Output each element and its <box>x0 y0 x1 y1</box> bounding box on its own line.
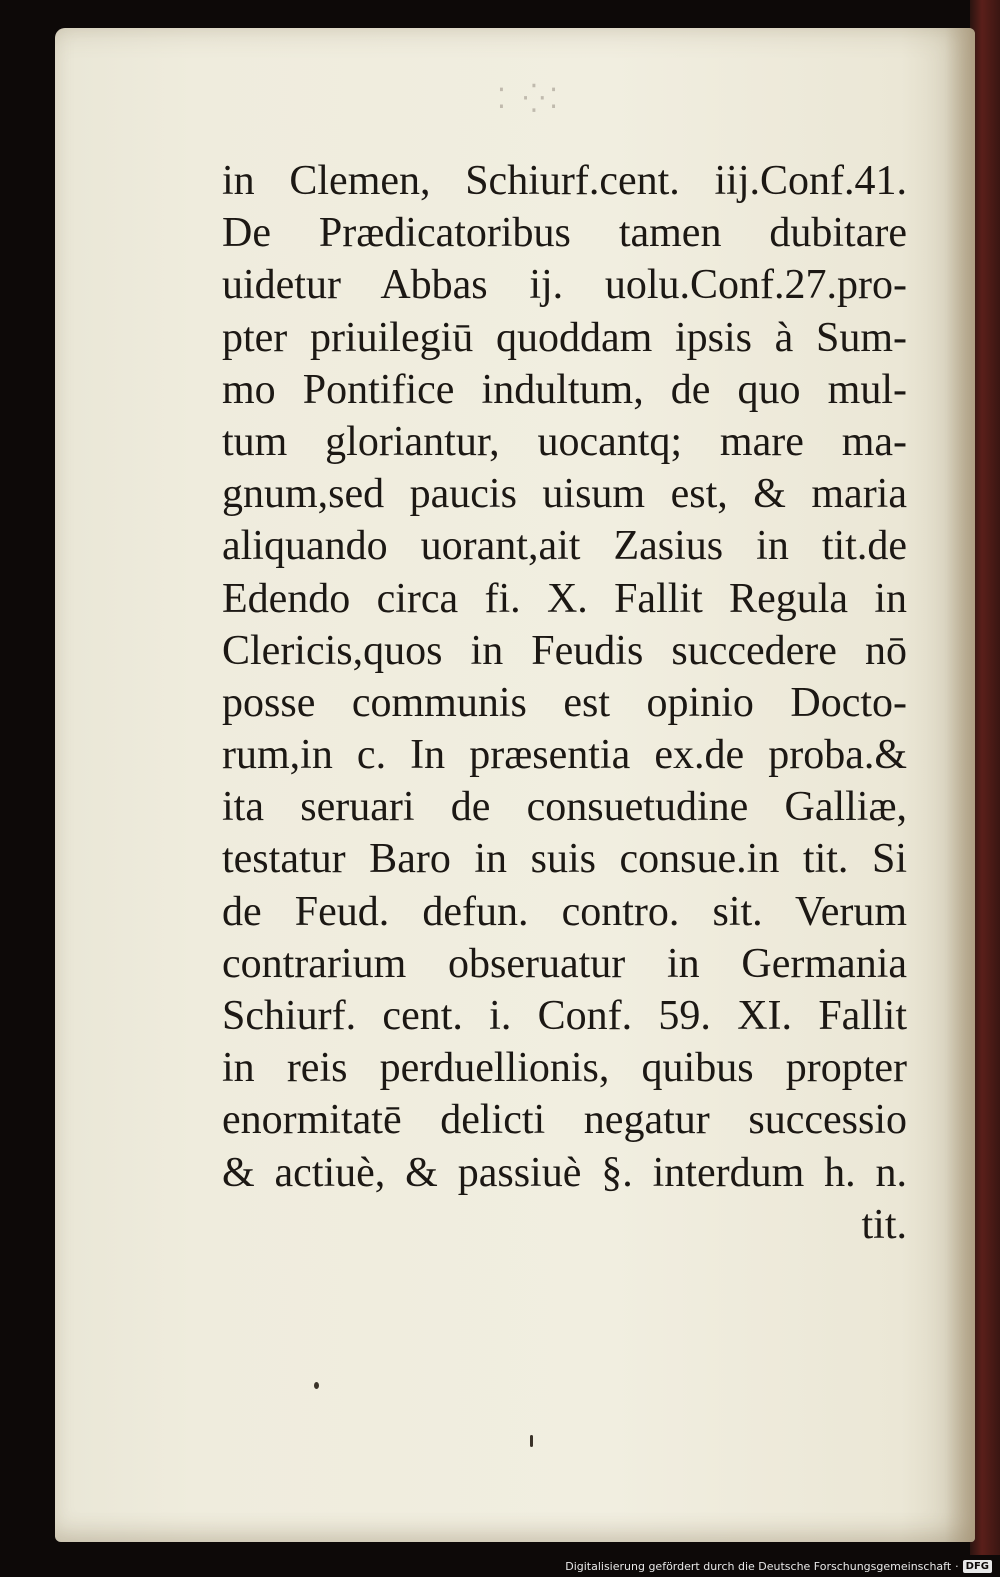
text-line: mo Pontifice indultum, de quo mul- <box>222 366 907 413</box>
text-line: enormitatē delicti negatur successio <box>222 1097 907 1144</box>
ink-speck <box>314 1382 319 1389</box>
text-line: tum gloriantur, uocantq; mare ma- <box>222 418 907 465</box>
text-line: in reis perduellionis, quibus propter <box>222 1045 907 1092</box>
text-line: pter priuilegiū quoddam ipsis à Sum- <box>222 314 907 361</box>
faded-page-mark: ⁚ ⁛⁚ <box>497 82 563 115</box>
text-line: rum,in c. In præsentia ex.de proba.& <box>222 732 907 779</box>
text-line: posse communis est opinio Docto- <box>222 679 907 726</box>
text-line: Schiurf. cent. i. Conf. 59. XI. Fallit <box>222 993 907 1039</box>
text-line: in Clemen, Schiurf.cent. iij.Conf.41. <box>222 158 907 204</box>
text-line: gnum,sed paucis uisum est, & maria <box>222 471 907 518</box>
text-line: De Prædicatoribus tamen dubitare <box>222 210 907 257</box>
separator: · <box>955 1560 959 1573</box>
text-line: uidetur Abbas ij. uolu.Conf.27.pro- <box>222 262 907 309</box>
ink-speck <box>530 1435 533 1447</box>
dfg-logo: DFG <box>963 1560 992 1573</box>
text-line: ita seruari de consuetudine Galliæ, <box>222 784 907 831</box>
text-line: Clericis,quos in Feudis succedere nō <box>222 627 907 674</box>
text-line: & actiuè, & passiuè §. interdum h. n. <box>222 1149 907 1196</box>
text-line: testatur Baro in suis consue.in tit. Si <box>222 836 907 883</box>
digitization-credit <box>565 1560 992 1573</box>
credit-text: Digitalisierung gefördert durch die Deutsche Forschungsgemeinschaft <box>565 1560 952 1573</box>
catchword: tit. <box>861 1201 907 1248</box>
text-line: de Feud. defun. contro. sit. Verum <box>222 888 907 935</box>
page-text <box>222 155 907 1251</box>
text-line: aliquando uorant,ait Zasius in tit.de <box>222 523 907 570</box>
text-line: Edendo circa fi. X. Fallit Regula in <box>222 575 907 622</box>
page-curl-shadow <box>945 28 975 1542</box>
text-line: contrarium obseruatur in Germania <box>222 940 907 987</box>
